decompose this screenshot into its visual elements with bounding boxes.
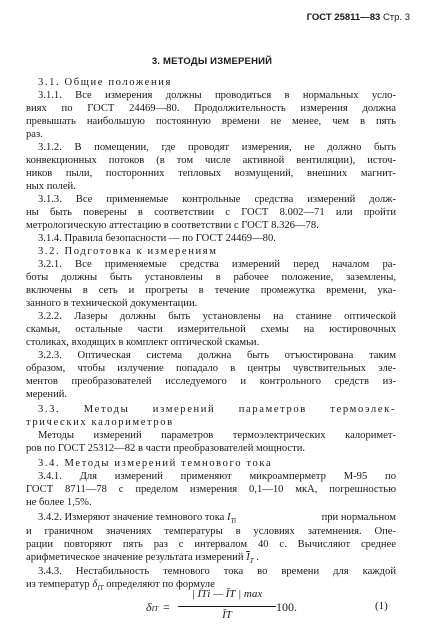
subsection-heading: 3.1. Общие положения	[38, 77, 172, 88]
instability-subscript: IT	[97, 584, 104, 593]
text-line: образом, чтобы излучение попадало в центры чувствительных эле-	[26, 363, 396, 374]
text-line: 3.4.3. Нестабильность темнового тока во времени для каждой	[38, 566, 396, 577]
text-line: ГОСТ 8711—78 с пределом измерения 0,1—10 мкА, погрешностью	[26, 484, 396, 495]
dark-current-symbol: I	[227, 512, 231, 523]
text-line: ников пыли, посторонних тепловых возмущений, внешних магнит-	[26, 168, 396, 179]
text-fragment: из температур	[26, 579, 90, 590]
page-header	[307, 12, 410, 23]
text-line: 3.1.1. Все измерения должны проводиться в нормальных усло-	[38, 90, 396, 101]
text-line: превышать наибольшую постоянную времени не менее, чем в пять	[26, 116, 396, 127]
text-fragment: определяют по формуле	[106, 579, 215, 590]
text-line: не более 1,5%.	[26, 497, 92, 508]
formula-lhs-subscript: IT	[151, 604, 159, 613]
formula-denominator: ĪТ	[222, 609, 232, 621]
formula-multiplier: 100.	[276, 600, 297, 614]
text-line: 3.2.3. Оптическая система должна быть отъюстирована таким	[38, 350, 396, 361]
text-fragment: при нормальном	[321, 512, 396, 523]
text-line: столиках, входящих в комплект оптической скамьи.	[26, 337, 260, 348]
standard-number: ГОСТ 25811—83	[306, 12, 381, 23]
formula-delta: δ	[146, 600, 152, 614]
text-line: боты должны быть установлены в рабочее положение, заземлены,	[26, 272, 396, 283]
text-line: 3.1.3. Все применяемые контрольные средства измерений долж-	[38, 194, 396, 205]
fraction-bar	[178, 606, 276, 607]
text-line: ны быть поверены в соответствии с ГОСТ 8.002—71 или пройти	[26, 207, 396, 218]
instability-symbol: δ	[92, 579, 98, 590]
formula-number: (1)	[375, 600, 388, 612]
subsection-heading: 3.2. Подготовка к измерениям	[38, 246, 218, 257]
formula-numerator: | IТi — ĪТ | max	[191, 588, 263, 600]
dark-current-subscript: Ti	[230, 517, 237, 526]
text-line: занного в технической документации.	[26, 298, 198, 309]
formula-1	[0, 588, 424, 628]
mean-current-symbol: $\overline{I}$	[246, 552, 250, 563]
text-line: скамьи, остальные части измерительной схемы на юстировочных	[26, 324, 396, 335]
text-line: арифметическое значение результата измерений $\overline{I}_T$ .	[26, 552, 259, 566]
text-fragment: арифметическое значение результата измерений	[26, 552, 244, 563]
text-line: метрологическую аттестацию в соответствии с ГОСТ 8.326—78.	[26, 220, 319, 231]
text-line: ных полей.	[26, 181, 76, 192]
text-line: ментов преобразователей исследуемого и контрольного средств из-	[26, 376, 396, 387]
text-line: мерений.	[26, 389, 68, 400]
page-number: Стр. 3	[382, 12, 410, 23]
text-line: и граничном значениях температуры в условиях затемнения. Опе-	[26, 526, 396, 537]
text-line: 3.2.2. Лазеры должны быть установлены на станине оптической	[38, 311, 396, 322]
text-line: включены в сеть и прогреты в течение промежутка времени, ука-	[26, 285, 396, 296]
text-line: конвекционных потоков (в том числе активной вентиляции), источ-	[26, 155, 396, 166]
text-line: виях по ГОСТ 24469—80. Продолжительность измерения должна	[26, 103, 396, 114]
subsection-heading: 3.3. Методы измерений параметров термоэлек-	[38, 404, 396, 415]
subsection-heading: 3.4. Методы измерений темнового тока	[38, 458, 273, 469]
text-line: 3.1.4. Правила безопасности — по ГОСТ 24469—80.	[38, 233, 276, 244]
text-line: рации повторяют пять раз с интервалом 40 с. Вычисляют среднее	[26, 539, 396, 550]
text-line: 3.4.1. Для измерений применяют микроамперметр М-95 по	[38, 471, 396, 482]
text-line: 3.2.1. Все применяемые средства измерений перед началом ра-	[38, 259, 396, 270]
text-fragment: 3.4.2. Измеряют значение темнового тока	[38, 512, 225, 523]
text-line: ров по ГОСТ 25312—82 в части преобразователей мощности.	[26, 443, 306, 454]
text-line: раз.	[26, 129, 43, 140]
text-line: 3.1.2. В помещении, где проводят измерения, не должно быть	[38, 142, 396, 153]
section-title: 3. МЕТОДЫ ИЗМЕРЕНИЙ	[151, 56, 273, 67]
formula-lhs	[146, 600, 158, 615]
subsection-heading: трических калориметров	[26, 417, 174, 428]
mean-current-subscript: T	[249, 557, 254, 566]
text-line: Методы измерений параметров термоэлектрических калоримет-	[38, 430, 396, 441]
formula-equals: =	[163, 600, 170, 614]
